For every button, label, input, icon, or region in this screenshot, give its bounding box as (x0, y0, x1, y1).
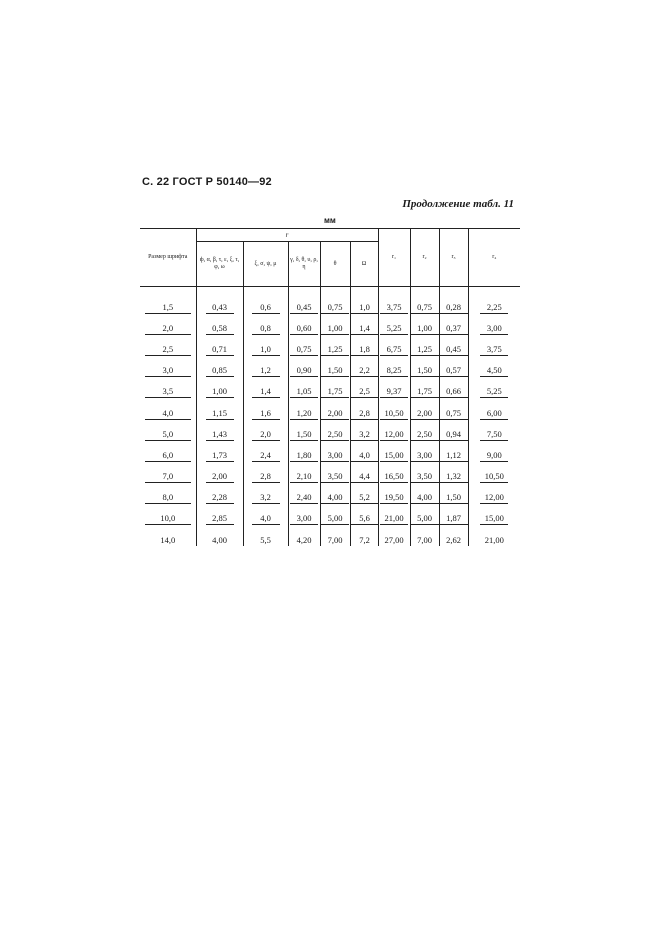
cell-value: 4,50 (480, 365, 508, 377)
table-cell (410, 525, 439, 546)
table-cell (468, 525, 520, 546)
cell-value: 2,50 (321, 429, 349, 441)
cell-value: 6,0 (145, 450, 191, 462)
cell-value: 6,75 (380, 344, 408, 356)
table-cell (196, 525, 243, 546)
table-cell (288, 398, 320, 419)
cell-value: 2,5 (351, 386, 379, 398)
cell-value: 1,80 (290, 450, 318, 462)
cell-value: 2,28 (206, 492, 234, 504)
table-cell (468, 314, 520, 335)
cell-value: 15,00 (480, 513, 508, 525)
cell-value: 1,32 (440, 471, 468, 483)
table-cell (288, 504, 320, 525)
cell-value: 1,50 (440, 492, 468, 504)
table-cell (350, 420, 378, 441)
table-cell (468, 462, 520, 483)
column-header-theta: θ (320, 242, 350, 287)
table-cell (320, 525, 350, 546)
column-header-greek-group-2: ξ, σ, ψ, μ (243, 242, 288, 287)
table-cell (378, 335, 410, 356)
cell-value: 0,28 (440, 302, 468, 314)
column-header-r3: r₃ (439, 229, 468, 287)
cell-value: 0,43 (206, 302, 234, 314)
table-cell (288, 314, 320, 335)
table-cell (320, 462, 350, 483)
cell-value: 10,50 (380, 408, 408, 420)
cell-value: 12,00 (480, 492, 508, 504)
cell-value: 3,2 (252, 492, 280, 504)
table-cell (196, 293, 243, 314)
table-cell (439, 483, 468, 504)
table-cell (439, 335, 468, 356)
table-cell (140, 377, 196, 398)
table-cell (350, 398, 378, 419)
cell-value: 21,00 (380, 513, 408, 525)
table-continuation-caption: Продолжение табл. 11 (402, 198, 514, 210)
cell-value: 5,00 (411, 513, 439, 525)
cell-value: 0,66 (440, 386, 468, 398)
cell-value: 7,50 (480, 429, 508, 441)
table-cell (320, 356, 350, 377)
table-cell (288, 420, 320, 441)
table-cell (320, 441, 350, 462)
cell-value: 1,50 (321, 365, 349, 377)
table-cell (243, 356, 288, 377)
cell-value: 5,25 (380, 323, 408, 335)
cell-value: 0,75 (321, 302, 349, 314)
cell-value: 1,6 (252, 408, 280, 420)
cell-value: 9,37 (380, 386, 408, 398)
table-cell (320, 398, 350, 419)
cell-value: 5,00 (321, 513, 349, 525)
column-header-r2: r₂ (410, 229, 439, 287)
table-cell (350, 314, 378, 335)
cell-value: 4,0 (145, 408, 191, 420)
cell-value: 2,85 (206, 513, 234, 525)
cell-value: 6,00 (480, 408, 508, 420)
table-cell (378, 483, 410, 504)
table-cell (243, 504, 288, 525)
cell-value: 10,0 (145, 513, 191, 525)
cell-value: 7,2 (359, 535, 370, 546)
cell-value: 2,2 (351, 365, 379, 377)
table-cell (320, 314, 350, 335)
cell-value: 1,0 (252, 344, 280, 356)
cell-value: 3,00 (290, 513, 318, 525)
cell-value: 1,75 (411, 386, 439, 398)
cell-value: 9,00 (480, 450, 508, 462)
table-cell (320, 483, 350, 504)
table-cell (140, 462, 196, 483)
column-header-r4: r₄ (468, 229, 520, 287)
table-cell (196, 504, 243, 525)
cell-value: 2,62 (446, 535, 461, 546)
cell-value: 4,00 (411, 492, 439, 504)
table-cell (410, 504, 439, 525)
cell-value: 0,75 (440, 408, 468, 420)
table-cell (439, 314, 468, 335)
table-cell (350, 483, 378, 504)
cell-value: 2,8 (252, 471, 280, 483)
cell-value: 1,87 (440, 513, 468, 525)
cell-value: 3,50 (321, 471, 349, 483)
table-cell (410, 462, 439, 483)
table-cell (196, 441, 243, 462)
cell-value: 0,90 (290, 365, 318, 377)
table-cell (140, 483, 196, 504)
cell-value: 1,75 (321, 386, 349, 398)
table-cell (378, 377, 410, 398)
table-cell (439, 462, 468, 483)
cell-value: 1,4 (351, 323, 379, 335)
table-row (140, 398, 520, 419)
table-row (140, 420, 520, 441)
table-row (140, 377, 520, 398)
table-cell (140, 504, 196, 525)
cell-value: 3,2 (351, 429, 379, 441)
table-cell (140, 335, 196, 356)
cell-value: 3,0 (145, 365, 191, 377)
table-row (140, 483, 520, 504)
cell-value: 8,25 (380, 365, 408, 377)
cell-value: 5,0 (145, 429, 191, 441)
table-cell (288, 293, 320, 314)
cell-value: 1,5 (145, 302, 191, 314)
cell-value: 4,00 (212, 535, 227, 546)
column-header-font-size: Размер шрифта (140, 229, 196, 287)
table-cell (410, 335, 439, 356)
cell-value: 0,75 (290, 344, 318, 356)
column-header-greek-group-1: ф, α, β, τ, ε, ξ, τ, φ, ω (196, 242, 243, 287)
table-cell (468, 441, 520, 462)
table-cell (378, 356, 410, 377)
cell-value: 0,37 (440, 323, 468, 335)
table-cell (140, 525, 196, 546)
table-cell (410, 377, 439, 398)
table-body (140, 287, 520, 547)
cell-value: 1,25 (411, 344, 439, 356)
cell-value: 0,6 (252, 302, 280, 314)
table-row (140, 462, 520, 483)
table-cell (468, 398, 520, 419)
table-cell (196, 314, 243, 335)
cell-value: 1,4 (252, 386, 280, 398)
table-cell (243, 377, 288, 398)
table-cell (288, 441, 320, 462)
table-cell (378, 441, 410, 462)
cell-value: 2,4 (252, 450, 280, 462)
table-cell (410, 293, 439, 314)
table-cell (288, 356, 320, 377)
cell-value: 0,71 (206, 344, 234, 356)
cell-value: 1,25 (321, 344, 349, 356)
cell-value: 1,20 (290, 408, 318, 420)
cell-value: 0,58 (206, 323, 234, 335)
cell-value: 0,57 (440, 365, 468, 377)
cell-value: 0,8 (252, 323, 280, 335)
table-cell (378, 525, 410, 546)
column-group-header-r: r (196, 229, 378, 242)
cell-value: 2,40 (290, 492, 318, 504)
table-row (140, 356, 520, 377)
table-cell (468, 335, 520, 356)
cell-value: 3,00 (480, 323, 508, 335)
table-cell (320, 335, 350, 356)
cell-value: 21,00 (484, 535, 504, 546)
cell-value: 2,25 (480, 302, 508, 314)
table-cell (243, 398, 288, 419)
cell-value: 1,12 (440, 450, 468, 462)
cell-value: 5,2 (351, 492, 379, 504)
table-cell (288, 377, 320, 398)
cell-value: 2,8 (351, 408, 379, 420)
cell-value: 3,00 (321, 450, 349, 462)
table-cell (320, 293, 350, 314)
cell-value: 7,00 (327, 535, 343, 546)
table-cell (243, 314, 288, 335)
cell-value: 1,00 (321, 323, 349, 335)
table-cell (468, 483, 520, 504)
table-cell (288, 335, 320, 356)
table-cell (243, 420, 288, 441)
cell-value: 1,00 (206, 386, 234, 398)
cell-value: 0,75 (411, 302, 439, 314)
cell-value: 4,4 (351, 471, 379, 483)
cell-value: 8,0 (145, 492, 191, 504)
table-cell (243, 441, 288, 462)
table-cell (410, 483, 439, 504)
table-cell (439, 525, 468, 546)
cell-value: 1,2 (252, 365, 280, 377)
table-cell (410, 398, 439, 419)
table-cell (468, 377, 520, 398)
cell-value: 3,5 (145, 386, 191, 398)
table-row (140, 335, 520, 356)
table-cell (350, 356, 378, 377)
cell-value: 0,85 (206, 365, 234, 377)
table-row (140, 314, 520, 335)
table-cell (288, 462, 320, 483)
table-cell (196, 335, 243, 356)
cell-value: 7,0 (145, 471, 191, 483)
table-cell (439, 420, 468, 441)
cell-value: 3,50 (411, 471, 439, 483)
cell-value: 2,10 (290, 471, 318, 483)
cell-value: 1,05 (290, 386, 318, 398)
cell-value: 2,5 (145, 344, 191, 356)
cell-value: 5,6 (351, 513, 379, 525)
cell-value: 2,00 (411, 408, 439, 420)
units-label: мм (324, 216, 336, 225)
cell-value: 27,00 (384, 535, 404, 546)
cell-value: 1,50 (411, 365, 439, 377)
cell-value: 1,00 (411, 323, 439, 335)
table-cell (468, 293, 520, 314)
cell-value: 3,75 (380, 302, 408, 314)
table-cell (350, 377, 378, 398)
table-cell (410, 441, 439, 462)
table-cell (378, 504, 410, 525)
table-cell (243, 483, 288, 504)
cell-value: 19,50 (380, 492, 408, 504)
table-cell (140, 420, 196, 441)
table-cell (140, 398, 196, 419)
font-size-table (140, 228, 520, 546)
cell-value: 12,00 (380, 429, 408, 441)
table-cell (196, 398, 243, 419)
table-cell (378, 420, 410, 441)
cell-value: 1,43 (206, 429, 234, 441)
cell-value: 15,00 (380, 450, 408, 462)
table-cell (350, 525, 378, 546)
cell-value: 2,50 (411, 429, 439, 441)
cell-value: 10,50 (480, 471, 508, 483)
table-row (140, 504, 520, 525)
table-cell (468, 504, 520, 525)
table-cell (410, 356, 439, 377)
cell-value: 2,00 (206, 471, 234, 483)
table-cell (410, 314, 439, 335)
cell-value: 3,00 (411, 450, 439, 462)
cell-value: 1,8 (351, 344, 379, 356)
table-cell (140, 441, 196, 462)
column-header-omega: Ω (350, 242, 378, 287)
table-cell (243, 462, 288, 483)
cell-value: 0,45 (440, 344, 468, 356)
cell-value: 1,50 (290, 429, 318, 441)
column-header-greek-group-3: γ, δ, θ, υ, ρ, η (288, 242, 320, 287)
table-cell (196, 462, 243, 483)
table-cell (468, 356, 520, 377)
table-cell (196, 483, 243, 504)
table-cell (439, 356, 468, 377)
table-cell (378, 398, 410, 419)
table-row (140, 441, 520, 462)
table-cell (320, 377, 350, 398)
cell-value: 2,0 (145, 323, 191, 335)
table-cell (140, 293, 196, 314)
cell-value: 0,45 (290, 302, 318, 314)
table-cell (140, 314, 196, 335)
table-cell (439, 441, 468, 462)
cell-value: 14,0 (160, 535, 176, 546)
cell-value: 5,5 (260, 535, 271, 546)
table-cell (439, 293, 468, 314)
cell-value: 7,00 (417, 535, 432, 546)
table-cell (350, 293, 378, 314)
table-cell (350, 462, 378, 483)
cell-value: 0,60 (290, 323, 318, 335)
page-reference-header: С. 22 ГОСТ Р 50140—92 (142, 176, 272, 188)
table-cell (378, 314, 410, 335)
cell-value: 16,50 (380, 471, 408, 483)
table-cell (439, 377, 468, 398)
table-cell (243, 293, 288, 314)
table-cell (439, 398, 468, 419)
cell-value: 3,75 (480, 344, 508, 356)
cell-value: 4,0 (351, 450, 379, 462)
column-header-r1: r₁ (378, 229, 410, 287)
cell-value: 4,0 (252, 513, 280, 525)
cell-value: 1,0 (351, 302, 379, 314)
table-cell (350, 504, 378, 525)
table-cell (320, 420, 350, 441)
table-row (140, 525, 520, 546)
table-cell (410, 420, 439, 441)
cell-value: 4,00 (321, 492, 349, 504)
table-cell (140, 356, 196, 377)
table-cell (196, 420, 243, 441)
cell-value: 2,00 (321, 408, 349, 420)
cell-value: 4,20 (296, 535, 312, 546)
table-row (140, 293, 520, 314)
table-cell (439, 504, 468, 525)
table-cell (378, 293, 410, 314)
cell-value: 1,15 (206, 408, 234, 420)
table-cell (243, 525, 288, 546)
cell-value: 1,73 (206, 450, 234, 462)
table-cell (468, 420, 520, 441)
cell-value: 2,0 (252, 429, 280, 441)
table-cell (378, 462, 410, 483)
table-cell (288, 525, 320, 546)
table-cell (196, 377, 243, 398)
table-cell (320, 504, 350, 525)
cell-value: 5,25 (480, 386, 508, 398)
table-cell (350, 441, 378, 462)
cell-value: 0,94 (440, 429, 468, 441)
table-cell (243, 335, 288, 356)
table-cell (288, 483, 320, 504)
table-cell (350, 335, 378, 356)
table-cell (196, 356, 243, 377)
